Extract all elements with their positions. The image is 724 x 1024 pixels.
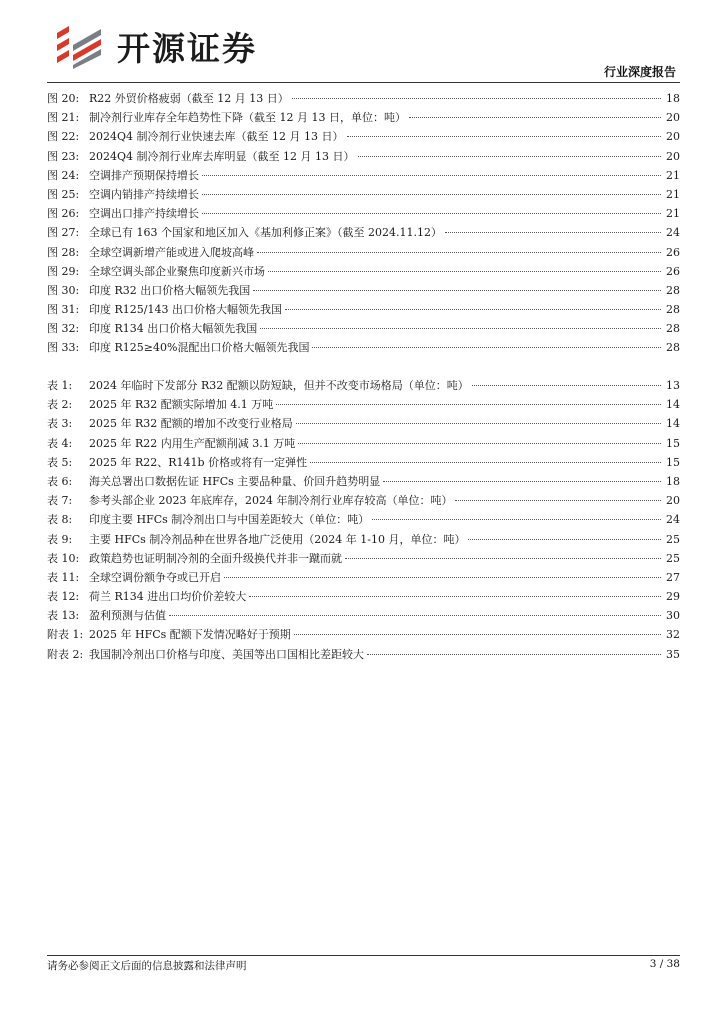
entry-label: 图 27: (47, 226, 80, 240)
entry-label: 表 12: (47, 590, 80, 604)
entry-page-number: 28 (666, 303, 680, 317)
entry-title: R22 外贸价格疲弱（截至 12 月 13 日） (89, 92, 289, 105)
entry-label: 表 13: (47, 609, 80, 623)
figure-toc-entry[interactable] (47, 166, 680, 185)
entry-label: 表 10: (47, 551, 80, 565)
entry-page-number: 20 (666, 494, 680, 508)
entry-label: 图 25: (47, 187, 80, 201)
entry-title: 空调内销排产持续增长 (89, 187, 199, 201)
dot-leader (455, 500, 661, 501)
entry-label: 图 21: (47, 111, 80, 125)
entry-page-number: 24 (666, 226, 680, 240)
entry-label: 图 23: (47, 149, 80, 163)
footer-divider (47, 955, 680, 956)
table-toc-entry[interactable] (47, 549, 680, 568)
entry-label: 图 31: (47, 303, 80, 317)
entry-title: 政策趋势也证明制冷剂的全面升级换代并非一蹴而就 (89, 551, 342, 565)
entry-label: 图 20: (47, 92, 80, 105)
entry-page-number: 26 (666, 245, 680, 259)
figure-toc-entry[interactable] (47, 338, 680, 357)
entry-label: 表 9: (47, 532, 73, 546)
entry-page-number: 28 (666, 322, 680, 336)
page-number: 3 / 38 (649, 958, 680, 970)
table-toc-entry[interactable] (47, 414, 680, 433)
dot-leader (472, 385, 661, 386)
entry-label: 图 30: (47, 283, 80, 297)
entry-label: 图 28: (47, 245, 80, 259)
entry-title: 2025 年 R32 配额实际增加 4.1 万吨 (89, 398, 274, 412)
entry-page-number: 20 (666, 130, 680, 144)
entry-page-number: 24 (666, 513, 680, 527)
figure-toc-entry[interactable] (47, 243, 680, 262)
table-toc-entry[interactable] (47, 625, 680, 644)
entry-page-number: 21 (666, 168, 680, 182)
entry-title: 2024Q4 制冷剂行业快速去库（截至 12 月 13 日） (89, 130, 344, 144)
entry-page-number: 27 (666, 570, 680, 584)
entry-page-number: 29 (666, 590, 680, 604)
entry-label: 附表 1: (47, 628, 84, 642)
entry-label: 图 33: (47, 341, 80, 355)
entry-label: 图 24: (47, 168, 80, 182)
logo-stripe-1 (57, 26, 69, 39)
dot-leader (372, 519, 661, 520)
entry-page-number: 32 (666, 628, 680, 642)
entry-label: 图 29: (47, 264, 80, 278)
dot-leader (202, 213, 661, 214)
dot-leader (468, 539, 661, 540)
entry-label: 表 1: (47, 379, 73, 392)
entry-label: 图 32: (47, 322, 80, 336)
figure-toc-entry[interactable] (47, 300, 680, 319)
entry-title: 制冷剂行业库存全年趋势性下降（截至 12 月 13 日，单位：吨） (89, 111, 406, 125)
figure-toc-entry[interactable] (47, 262, 680, 281)
company-logo-icon (55, 23, 103, 69)
entry-label: 表 11: (47, 570, 80, 584)
entry-label: 表 7: (47, 494, 73, 508)
dot-leader (253, 290, 661, 291)
entry-page-number: 20 (666, 149, 680, 163)
entry-title: 印度 R134 出口价格大幅领先我国 (89, 322, 258, 336)
entry-title: 空调出口排产持续增长 (89, 207, 199, 221)
dot-leader (202, 194, 661, 195)
table-toc-entry[interactable] (47, 587, 680, 606)
entry-page-number: 26 (666, 264, 680, 278)
dot-leader (367, 654, 661, 655)
entry-page-number: 28 (666, 283, 680, 297)
entry-page-number: 25 (666, 532, 680, 546)
dot-leader (383, 481, 661, 482)
dot-leader (298, 443, 661, 444)
brand-name: 开源证券 (117, 29, 257, 68)
dot-leader (276, 404, 661, 405)
entry-page-number: 30 (666, 609, 680, 623)
entry-title: 印度 R32 出口价格大幅领先我国 (89, 283, 251, 297)
entry-title: 盈利预测与估值 (89, 609, 166, 623)
dot-leader (310, 462, 661, 463)
entry-title: 全球已有 163 个国家和地区加入《基加利修正案》（截至 2024.11.12） (89, 226, 442, 240)
entry-title: 我国制冷剂出口价格与印度、美国等出口国相比差距较大 (89, 647, 364, 661)
entry-title: 2025 年 R22 内用生产配额削减 3.1 万吨 (89, 436, 296, 450)
entry-title: 2024 年临时下发部分 R32 配额以防短缺，但并不改变市场格局（单位：吨） (89, 379, 469, 392)
entry-label: 表 5: (47, 455, 73, 469)
table-toc-entry[interactable] (47, 376, 680, 395)
entry-title: 印度 R125/143 出口价格大幅领先我国 (89, 303, 282, 317)
dot-leader (260, 328, 661, 329)
dot-leader (312, 347, 661, 348)
entry-title: 海关总署出口数据佐证 HFCs 主要品种量、价回升趋势明显 (89, 474, 381, 488)
entry-page-number: 14 (666, 417, 680, 431)
entry-title: 空调排产预期保持增长 (89, 168, 199, 182)
table-toc-entry[interactable] (47, 645, 680, 664)
entry-title: 荷兰 R134 进出口均价价差较大 (89, 590, 247, 604)
figure-toc-entry[interactable] (47, 127, 680, 146)
entry-page-number: 21 (666, 207, 680, 221)
entry-label: 表 4: (47, 436, 73, 450)
entry-page-number: 14 (666, 398, 680, 412)
document-type-label: 行业深度报告 (603, 65, 676, 79)
table-toc-entry[interactable] (47, 472, 680, 491)
dot-leader (202, 175, 661, 176)
dot-leader (249, 596, 661, 597)
entry-title: 全球空调头部企业聚焦印度新兴市场 (89, 264, 265, 278)
entry-label: 表 2: (47, 398, 73, 412)
entry-title: 2025 年 R32 配额的增加不改变行业格局 (89, 417, 293, 431)
entry-title: 参考头部企业 2023 年底库存，2024 年制冷剂行业库存较高（单位：吨） (89, 494, 453, 508)
figures-toc (47, 89, 680, 358)
entry-page-number: 21 (666, 187, 680, 201)
table-toc-entry[interactable] (47, 510, 680, 529)
dot-leader (445, 232, 661, 233)
entry-page-number: 20 (666, 111, 680, 125)
entry-page-number: 18 (666, 92, 680, 105)
figure-toc-entry[interactable] (47, 204, 680, 223)
logo-stripe-3 (57, 50, 69, 63)
table-toc-entry[interactable] (47, 568, 680, 587)
entry-label: 表 3: (47, 417, 73, 431)
entry-title: 全球空调新增产能或进入爬坡高峰 (89, 245, 254, 259)
figure-toc-entry[interactable] (47, 147, 680, 166)
page-header (47, 12, 680, 82)
header-divider (47, 82, 680, 83)
table-toc-entry[interactable] (47, 491, 680, 510)
entry-title: 印度主要 HFCs 制冷剂出口与中国差距较大（单位：吨） (89, 513, 370, 527)
dot-leader (296, 423, 661, 424)
entry-page-number: 25 (666, 551, 680, 565)
figure-toc-entry[interactable] (47, 89, 680, 108)
dot-leader (409, 117, 661, 118)
dot-leader (294, 634, 661, 635)
entry-title: 2025 年 R22、R141b 价格或将有一定弹性 (89, 455, 308, 469)
dot-leader (224, 577, 661, 578)
dot-leader (358, 156, 662, 157)
table-toc-entry[interactable] (47, 606, 680, 625)
entry-label: 附表 2: (47, 647, 84, 661)
entry-page-number: 15 (666, 436, 680, 450)
entry-title: 2025 年 HFCs 配额下发情况略好于预期 (89, 628, 291, 642)
entry-page-number: 18 (666, 474, 680, 488)
figure-toc-entry[interactable] (47, 319, 680, 338)
dot-leader (292, 98, 661, 99)
table-toc-entry[interactable] (47, 434, 680, 453)
figure-toc-entry[interactable] (47, 108, 680, 127)
entry-label: 表 6: (47, 474, 73, 488)
logo-stripe-2 (57, 38, 69, 51)
entry-label: 表 8: (47, 513, 73, 527)
entry-page-number: 28 (666, 341, 680, 355)
figure-toc-entry[interactable] (47, 185, 680, 204)
entry-title: 主要 HFCs 制冷剂品种在世界各地广泛使用（2024 年 1-10 月，单位：吨） (89, 532, 466, 546)
table-toc-entry[interactable] (47, 530, 680, 549)
figure-toc-entry[interactable] (47, 223, 680, 242)
entry-page-number: 15 (666, 455, 680, 469)
tables-toc (47, 376, 680, 664)
dot-leader (169, 615, 661, 616)
entry-page-number: 35 (666, 647, 680, 661)
dot-leader (345, 558, 661, 559)
entry-title: 2024Q4 制冷剂行业库去库明显（截至 12 月 13 日） (89, 149, 355, 163)
entry-page-number: 13 (666, 379, 680, 392)
entry-label: 图 22: (47, 130, 80, 144)
dot-leader (285, 309, 661, 310)
entry-title: 全球空调份额争夺或已开启 (89, 570, 221, 584)
dot-leader (257, 252, 661, 253)
dot-leader (347, 136, 662, 137)
figure-toc-entry[interactable] (47, 281, 680, 300)
footer-disclaimer: 请务必参阅正文后面的信息披露和法律声明 (47, 960, 247, 972)
table-toc-entry[interactable] (47, 395, 680, 414)
entry-title: 印度 R125≥40%混配出口价格大幅领先我国 (89, 341, 310, 355)
entry-label: 图 26: (47, 207, 80, 221)
dot-leader (268, 271, 661, 272)
table-toc-entry[interactable] (47, 453, 680, 472)
